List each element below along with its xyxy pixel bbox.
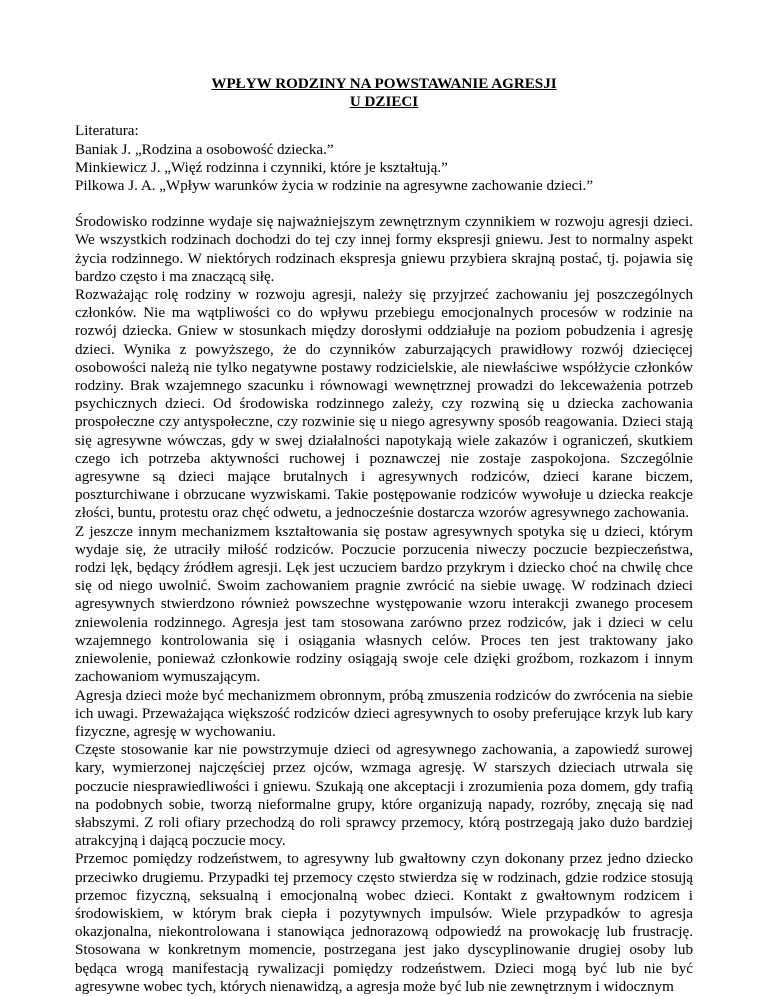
literature-item: Pilkowa J. A. „Wpływ warunków życia w rodzinie na agresywne zachowanie dzieci.” [75,178,594,195]
paragraph: Agresja dzieci może być mechanizmem obronnym, próbą zmuszenia rodziców do zwrócenia na siebie ich uwagi. Przeważająca większość rodziców dzieci agresywnych to osoby preferujące krzyk lub kary fizyczne, agresję w wychowaniu. [75,687,693,740]
literature-section [75,122,693,195]
document-page [75,75,693,996]
literature-item: Baniak J. „Rodzina a osobowość dziecka.” [75,141,334,158]
title-line-2: U DZIECI [349,94,419,111]
document-title [75,75,693,111]
paragraph: Środowisko rodzinne wydaje się najważniejszym zewnętrznym czynnikiem w rozwoju agresji dzieci. We wszystkich rodzinach dochodzi do tej czy innej formy ekspresji gniewu. Jest to normalny aspekt życia rodzinnego. W niektórych rodzinach ekspresja gniewu przybiera skrajną postać, tj. pojawia się bardzo często i ma znaczącą siłę. [75,214,693,285]
paragraph: Z jeszcze innym mechanizmem kształtowania się postaw agresywnych spotyka się u dzieci, którym wydaje się, że utraciły miłość rodziców. Poczucie porzucenia niweczy poczucie bezpieczeństwa, rodzi lęk, będący źródłem agresji. Lęk jest uczuciem bardzo przykrym i dziecko choć na chwilę chce się od niego uwolnić. Swoim zachowaniem pragnie zwrócić na siebie uwagę. W rodzinach dzieci agresywnych stwierdzono również powszechne występowanie wzoru interakcji zwanego procesem zniewolenia rodzinnego. Agresja jest tam stosowana zarówno przez rodziców, jak i dzieci w celu wzajemnego kontrolowania się i osiągania własnych celów. Proces ten jest traktowany jako zniewolenie, ponieważ członkowie rodziny osiągają swoje cele dzięki groźbom, rozkazom i innym zachowaniom wymuszającym. [75,523,693,686]
paragraph: Częste stosowanie kar nie powstrzymuje dzieci od agresywnego zachowania, a zapowiedź surowej kary, wymierzonej najczęściej przez ojców, wzmaga agresję. W starszych dzieciach utrwala się poczucie niesprawiedliwości i gniewu. Szukają one akceptacji i zrozumienia poza domem, gdy trafią na podobnych sobie, tworzą nieformalne grupy, które organizują napady, rozróby, znęcają się nad słabszymi. Z roli ofiary przechodzą do roli sprawcy przemocy, którą postrzegają jako dużo bardziej atrakcyjną i dającą poczucie mocy. [75,742,693,850]
paragraph: Przemoc pomiędzy rodzeństwem, to agresywny lub gwałtowny czyn dokonany przez jedno dziecko przeciwko drugiemu. Przypadki tej przemocy często stwierdza się w rodzinach, gdzie rodzice stosują przemoc fizyczną, seksualną i emocjonalną wobec dzieci. Kontakt z gwałtownym rodzicem i środowiskiem, w którym brak ciepła i pozytywnych impulsów. Wiele przypadków to agresja okazjonalna, niekontrolowana i stanowiąca jednorazową odpowiedź na prowokację lub frustrację. Stosowana w konkretnym momencie, postrzegana jest jako dyscyplinowanie drugiej osoby lub będąca wrogą manifestacją rywalizacji pomiędzy rodzeństwem. Dzieci mogą być lub nie być agresywne wobec tych, których nienawidzą, a agresja może być lub nie zewnętrznym i widocznym [75,851,693,995]
title-line-1: WPŁYW RODZINY NA POWSTAWANIE AGRESJI [211,76,557,92]
body-text [75,213,693,996]
literature-heading: Literatura: [75,123,139,140]
paragraph: Rozważając rolę rodziny w rozwoju agresji, należy się przyjrzeć zachowaniu jej poszczególnych członków. Nie ma wątpliwości co do wpływu przebiegu emocjonalnych procesów w rodzinie na rozwój dziecka. Gniew w stosunkach między dorosłymi oddziałuje na poziom pobudzenia i agresję dzieci. Wynika z powyższego, że do czynników zaburzających prawidłowy rozwój dziecięcej osobowości należą nie tylko negatywne postawy rodzicielskie, ale niewłaściwe współżycie członków rodziny. Brak wzajemnego szacunku i równowagi wewnętrznej prowadzi do lekceważenia potrzeb psychicznych dzieci. Od środowiska rodzinnego zależy, czy rozwiną się u dziecka zachowania prospołeczne czy antyspołeczne, czy rozwinie się u niego agresywny sposób reagowania. Dzieci stają się agresywne wówczas, gdy w swej działalności napotykają wiele zakazów i ograniczeń, skutkiem czego ich potrzeba aktywności ruchowej i poznawczej nie zostaje zaspokojona. Szczególnie agresywne są dzieci mające brutalnych i agresywnych rodziców, dzieci karane biczem, poszturchiwane i obrzucane wyzwiskami. Takie postępowanie rodziców wywołuje u dziecka reakcje złości, buntu, protestu oraz chęć odwetu, a jednocześnie dostarcza wzorów agresywnego zachowania. [75,287,693,522]
literature-item: Minkiewicz J. „Więź rodzinna i czynniki, które je kształtują.” [75,159,448,176]
